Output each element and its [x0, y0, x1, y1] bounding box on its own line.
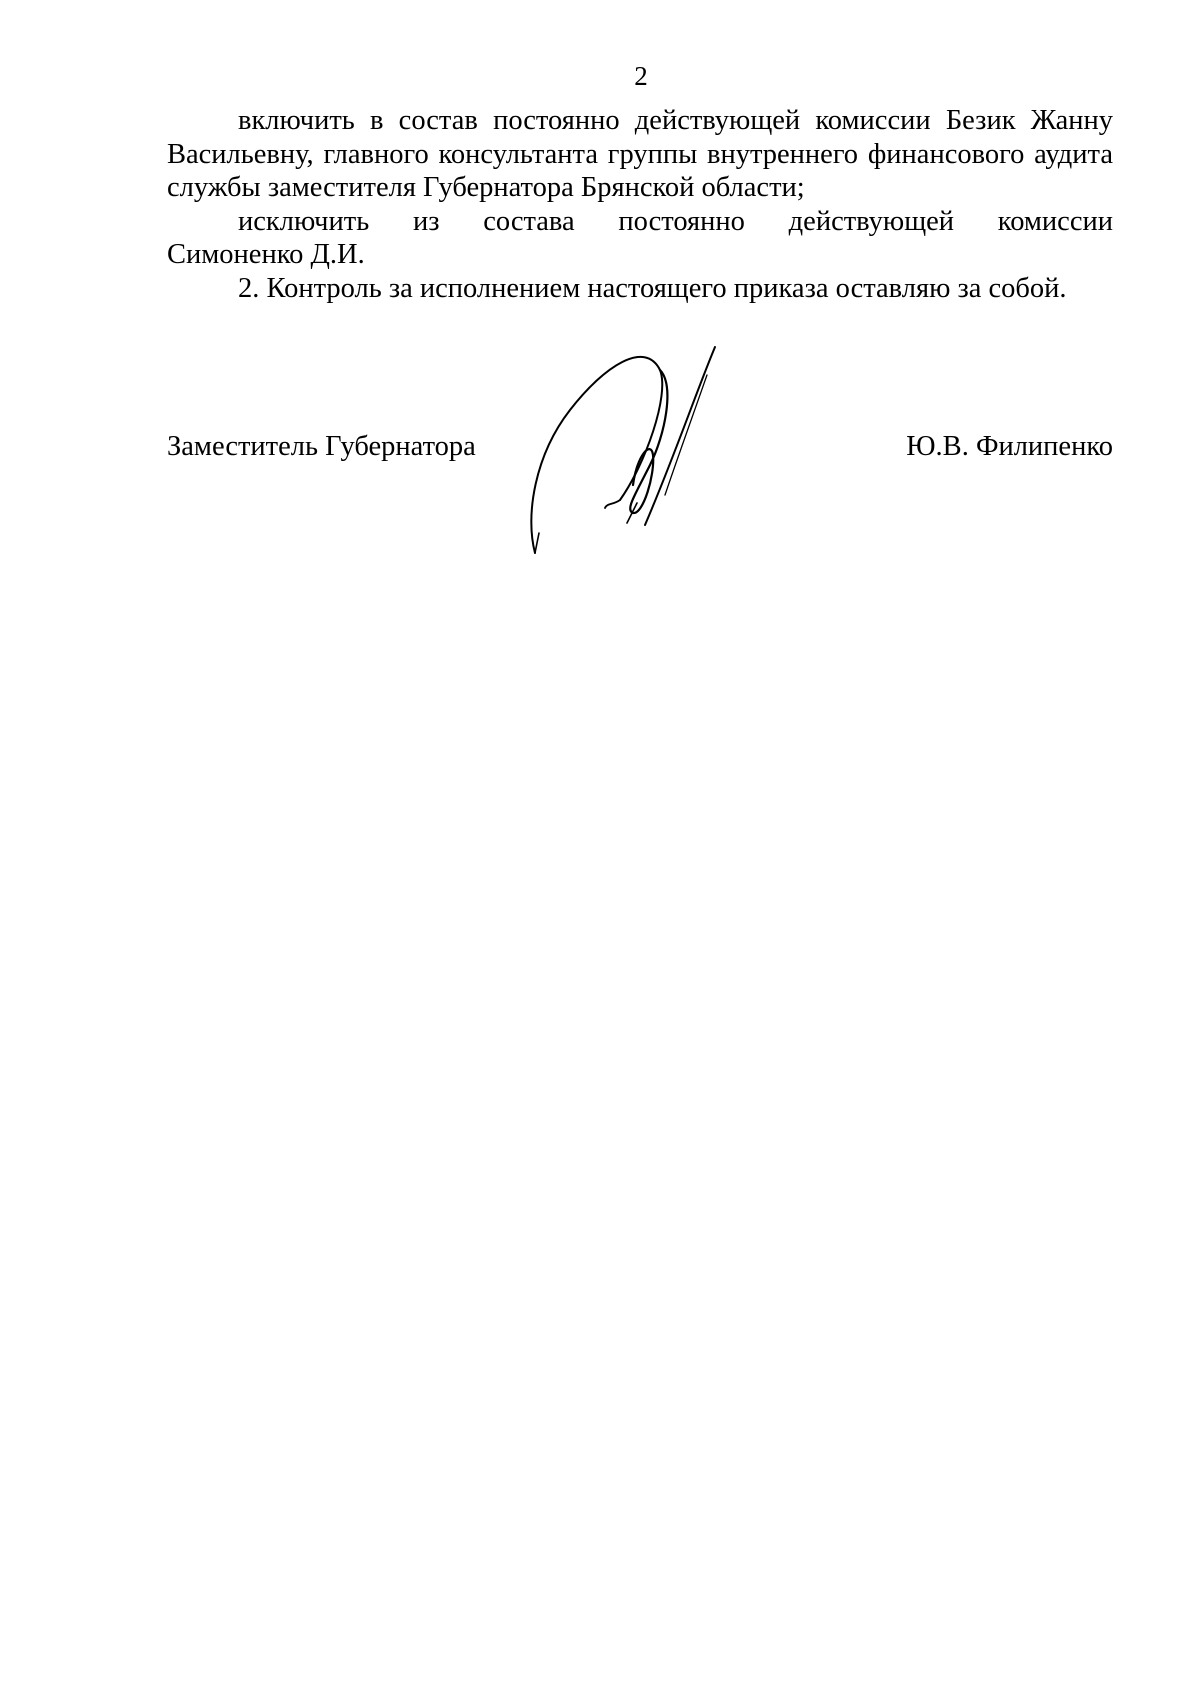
- signatory-position: Заместитель Губернатора: [167, 431, 476, 462]
- signature-stroke: [535, 533, 539, 553]
- paragraph-include: включить в состав постоянно действующей комиссии Безик Жанну Васильевну, главного консультанта группы внутреннего финансового аудита службы заместителя Губернатора Брянской области;: [167, 105, 1113, 203]
- signature-stroke: [665, 375, 707, 495]
- signature-stroke: [645, 347, 715, 525]
- paragraph-exclude-line1: исключить из состава постоянно действующей комиссии: [238, 205, 1113, 237]
- handwritten-signature: [525, 345, 765, 560]
- signature-stroke: [605, 500, 620, 508]
- document-body: [167, 104, 1113, 305]
- signatory-name: Ю.В. Филипенко: [906, 431, 1113, 462]
- page-number: 2: [634, 61, 648, 91]
- paragraph-exclude-line2: Симоненко Д.И.: [167, 239, 365, 270]
- paragraph-control: 2. Контроль за исполнением настоящего приказа оставляю за собой.: [238, 272, 1067, 304]
